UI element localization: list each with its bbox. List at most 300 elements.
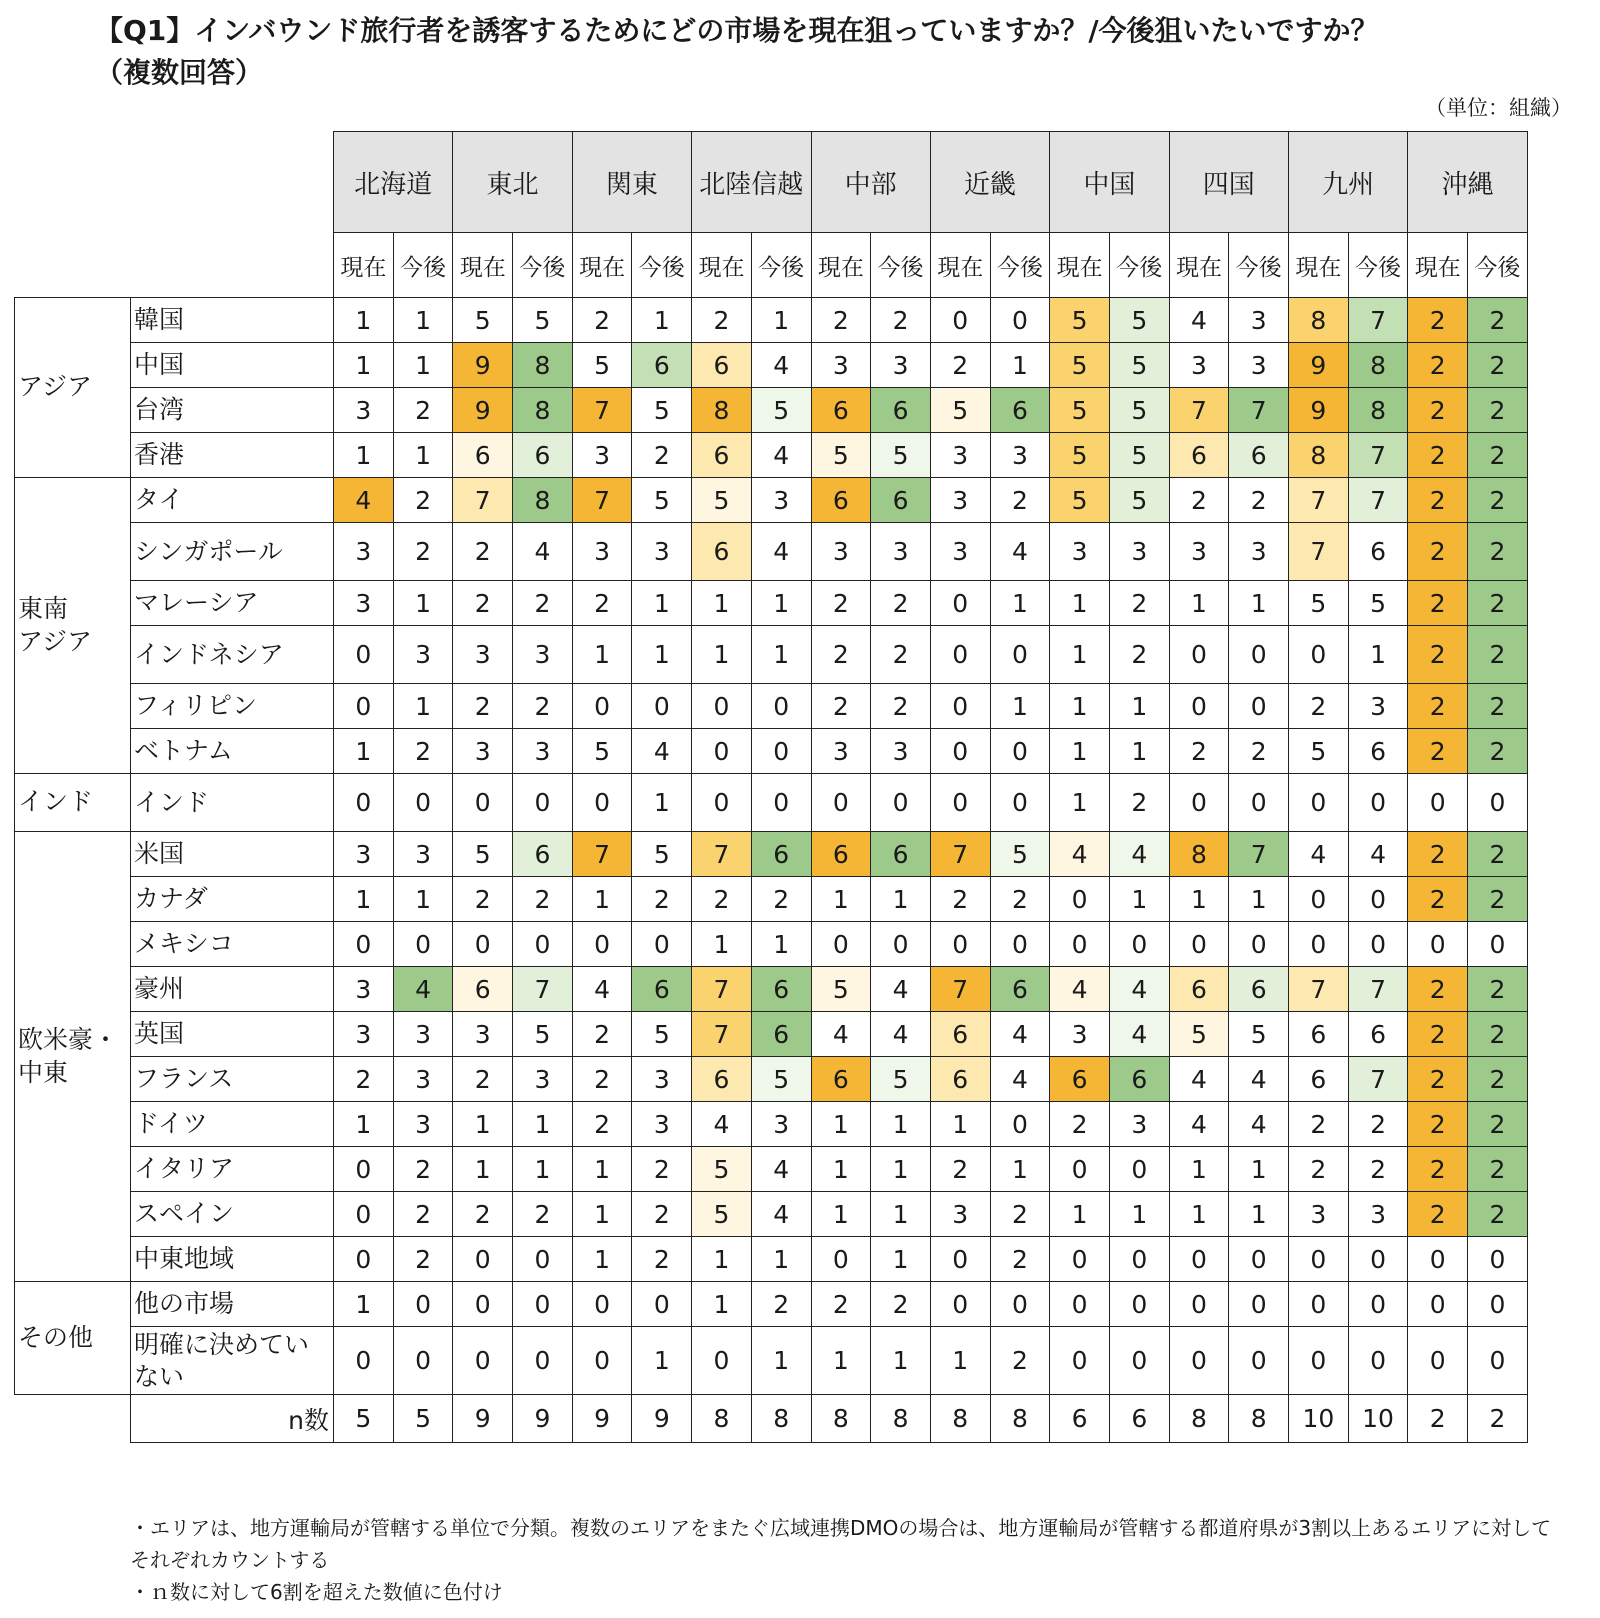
n-count-value: 10 bbox=[1289, 1395, 1349, 1443]
value-now: 4 bbox=[1169, 1057, 1229, 1102]
value-future: 2 bbox=[1468, 343, 1528, 388]
region-header: 北陸信越 bbox=[692, 132, 811, 233]
value-now: 0 bbox=[1289, 1327, 1349, 1395]
value-now: 3 bbox=[1169, 523, 1229, 581]
table-row bbox=[15, 1057, 1528, 1102]
value-now: 7 bbox=[1289, 967, 1349, 1012]
value-now: 0 bbox=[1408, 774, 1468, 832]
value-now: 1 bbox=[572, 626, 632, 684]
value-future: 6 bbox=[513, 832, 573, 877]
value-now: 1 bbox=[572, 877, 632, 922]
market-label: インド bbox=[131, 774, 334, 832]
value-future: 2 bbox=[871, 626, 931, 684]
value-future: 3 bbox=[513, 729, 573, 774]
value-now: 0 bbox=[930, 922, 990, 967]
value-future: 5 bbox=[1109, 343, 1169, 388]
n-count-value: 2 bbox=[1468, 1395, 1528, 1443]
value-future: 2 bbox=[990, 478, 1050, 523]
subheader-future: 今後 bbox=[1348, 233, 1408, 298]
value-now: 1 bbox=[811, 1102, 871, 1147]
value-now: 0 bbox=[811, 1237, 871, 1282]
value-future: 1 bbox=[990, 343, 1050, 388]
value-now: 4 bbox=[334, 478, 394, 523]
value-future: 0 bbox=[1229, 1282, 1289, 1327]
value-now: 0 bbox=[334, 1192, 394, 1237]
value-future: 0 bbox=[513, 922, 573, 967]
value-now: 1 bbox=[930, 1102, 990, 1147]
value-now: 6 bbox=[1050, 1057, 1110, 1102]
value-now: 6 bbox=[811, 388, 871, 433]
value-now: 5 bbox=[1289, 729, 1349, 774]
value-future: 0 bbox=[1229, 626, 1289, 684]
value-future: 4 bbox=[751, 433, 811, 478]
market-label: 台湾 bbox=[131, 388, 334, 433]
value-now: 1 bbox=[1169, 1147, 1229, 1192]
value-future: 0 bbox=[393, 774, 453, 832]
table-row bbox=[15, 1282, 1528, 1327]
value-now: 0 bbox=[811, 774, 871, 832]
unit-label: （単位：組織） bbox=[1425, 96, 1572, 120]
value-now: 4 bbox=[692, 1102, 752, 1147]
value-future: 2 bbox=[632, 1192, 692, 1237]
value-now: 2 bbox=[811, 298, 871, 343]
value-now: 1 bbox=[1050, 626, 1110, 684]
value-future: 0 bbox=[632, 684, 692, 729]
value-future: 1 bbox=[871, 1147, 931, 1192]
value-now: 0 bbox=[930, 626, 990, 684]
value-now: 3 bbox=[453, 1012, 513, 1057]
value-future: 4 bbox=[751, 343, 811, 388]
market-label: インドネシア bbox=[131, 626, 334, 684]
value-now: 3 bbox=[930, 1192, 990, 1237]
value-now: 6 bbox=[1169, 433, 1229, 478]
subheader-future: 今後 bbox=[990, 233, 1050, 298]
value-now: 0 bbox=[1408, 922, 1468, 967]
value-future: 4 bbox=[751, 523, 811, 581]
value-future: 2 bbox=[871, 1282, 931, 1327]
value-future: 4 bbox=[1348, 832, 1408, 877]
value-now: 6 bbox=[692, 433, 752, 478]
table-row bbox=[15, 1102, 1528, 1147]
value-future: 1 bbox=[1109, 729, 1169, 774]
value-future: 1 bbox=[871, 1102, 931, 1147]
value-now: 2 bbox=[334, 1057, 394, 1102]
value-now: 0 bbox=[1289, 1282, 1349, 1327]
subheader-future: 今後 bbox=[751, 233, 811, 298]
value-now: 2 bbox=[453, 877, 513, 922]
value-future: 0 bbox=[1229, 922, 1289, 967]
n-count-value: 6 bbox=[1109, 1395, 1169, 1443]
value-now: 0 bbox=[930, 774, 990, 832]
market-label: スペイン bbox=[131, 1192, 334, 1237]
value-now: 1 bbox=[1050, 1192, 1110, 1237]
group-label: インド bbox=[15, 774, 131, 832]
n-count-value: 6 bbox=[1050, 1395, 1110, 1443]
value-future: 4 bbox=[751, 1192, 811, 1237]
value-now: 9 bbox=[453, 388, 513, 433]
n-count-value: 8 bbox=[811, 1395, 871, 1443]
value-future: 0 bbox=[1109, 1147, 1169, 1192]
value-future: 6 bbox=[751, 967, 811, 1012]
value-now: 2 bbox=[1050, 1102, 1110, 1147]
market-table bbox=[14, 131, 1528, 1443]
value-now: 5 bbox=[930, 388, 990, 433]
value-future: 6 bbox=[751, 832, 811, 877]
value-now: 1 bbox=[334, 877, 394, 922]
value-future: 7 bbox=[1348, 478, 1408, 523]
value-now: 0 bbox=[334, 684, 394, 729]
value-now: 1 bbox=[334, 1282, 394, 1327]
value-now: 0 bbox=[453, 1282, 513, 1327]
value-future: 2 bbox=[871, 298, 931, 343]
value-future: 3 bbox=[1229, 298, 1289, 343]
table-row bbox=[15, 433, 1528, 478]
value-now: 4 bbox=[1050, 967, 1110, 1012]
subheader-now: 現在 bbox=[1408, 233, 1468, 298]
value-future: 1 bbox=[632, 298, 692, 343]
subheader-now: 現在 bbox=[811, 233, 871, 298]
value-now: 0 bbox=[1169, 1237, 1229, 1282]
value-future: 2 bbox=[871, 684, 931, 729]
value-now: 0 bbox=[572, 1327, 632, 1395]
value-future: 0 bbox=[1468, 774, 1528, 832]
value-now: 2 bbox=[1408, 832, 1468, 877]
n-count-value: 8 bbox=[1229, 1395, 1289, 1443]
value-future: 1 bbox=[990, 581, 1050, 626]
value-future: 2 bbox=[990, 1192, 1050, 1237]
value-now: 4 bbox=[572, 967, 632, 1012]
value-now: 2 bbox=[453, 581, 513, 626]
value-future: 8 bbox=[1348, 343, 1408, 388]
value-future: 0 bbox=[751, 774, 811, 832]
value-future: 2 bbox=[393, 388, 453, 433]
value-future: 0 bbox=[990, 922, 1050, 967]
value-now: 0 bbox=[1169, 684, 1229, 729]
value-future: 0 bbox=[1229, 1237, 1289, 1282]
value-future: 3 bbox=[393, 832, 453, 877]
region-header: 関東 bbox=[572, 132, 691, 233]
value-future: 2 bbox=[632, 877, 692, 922]
value-future: 2 bbox=[1109, 581, 1169, 626]
value-now: 9 bbox=[453, 343, 513, 388]
value-now: 5 bbox=[811, 433, 871, 478]
n-count-value: 8 bbox=[751, 1395, 811, 1443]
value-future: 0 bbox=[632, 1282, 692, 1327]
value-future: 6 bbox=[751, 1012, 811, 1057]
value-now: 1 bbox=[692, 626, 752, 684]
value-now: 0 bbox=[930, 581, 990, 626]
value-future: 4 bbox=[1229, 1102, 1289, 1147]
subheader-future: 今後 bbox=[632, 233, 692, 298]
value-now: 8 bbox=[1169, 832, 1229, 877]
value-future: 1 bbox=[393, 581, 453, 626]
region-header: 東北 bbox=[453, 132, 572, 233]
region-header: 近畿 bbox=[930, 132, 1049, 233]
value-now: 0 bbox=[453, 1327, 513, 1395]
market-label: シンガポール bbox=[131, 523, 334, 581]
value-future: 3 bbox=[632, 1057, 692, 1102]
value-now: 3 bbox=[334, 523, 394, 581]
value-now: 0 bbox=[453, 774, 513, 832]
value-now: 0 bbox=[572, 684, 632, 729]
value-future: 1 bbox=[990, 1147, 1050, 1192]
value-future: 4 bbox=[990, 523, 1050, 581]
value-now: 3 bbox=[453, 626, 513, 684]
region-header: 中部 bbox=[811, 132, 930, 233]
value-now: 2 bbox=[572, 1057, 632, 1102]
value-future: 1 bbox=[1229, 877, 1289, 922]
value-now: 6 bbox=[692, 523, 752, 581]
n-count-value: 8 bbox=[930, 1395, 990, 1443]
table-row bbox=[15, 581, 1528, 626]
value-future: 2 bbox=[1468, 1057, 1528, 1102]
value-now: 2 bbox=[1408, 388, 1468, 433]
value-future: 0 bbox=[990, 626, 1050, 684]
subheader-now: 現在 bbox=[1169, 233, 1229, 298]
value-future: 0 bbox=[1348, 774, 1408, 832]
market-label: 豪州 bbox=[131, 967, 334, 1012]
value-future: 0 bbox=[1468, 922, 1528, 967]
value-now: 6 bbox=[1169, 967, 1229, 1012]
value-future: 4 bbox=[513, 523, 573, 581]
value-now: 5 bbox=[692, 478, 752, 523]
n-count-value: 10 bbox=[1348, 1395, 1408, 1443]
subheader-future: 今後 bbox=[513, 233, 573, 298]
market-label: カナダ bbox=[131, 877, 334, 922]
value-now: 2 bbox=[811, 581, 871, 626]
market-label: 中国 bbox=[131, 343, 334, 388]
value-now: 4 bbox=[811, 1012, 871, 1057]
value-future: 3 bbox=[751, 478, 811, 523]
value-future: 0 bbox=[393, 1282, 453, 1327]
value-now: 1 bbox=[811, 1147, 871, 1192]
corner-blank bbox=[15, 132, 334, 233]
value-future: 1 bbox=[751, 626, 811, 684]
value-future: 0 bbox=[871, 922, 931, 967]
value-future: 6 bbox=[990, 967, 1050, 1012]
value-now: 1 bbox=[1169, 877, 1229, 922]
value-future: 5 bbox=[990, 832, 1050, 877]
value-now: 6 bbox=[811, 1057, 871, 1102]
value-future: 6 bbox=[871, 388, 931, 433]
value-now: 0 bbox=[334, 1237, 394, 1282]
region-header: 四国 bbox=[1169, 132, 1288, 233]
value-now: 7 bbox=[1289, 523, 1349, 581]
value-now: 8 bbox=[1289, 298, 1349, 343]
market-label: 米国 bbox=[131, 832, 334, 877]
value-now: 0 bbox=[692, 774, 752, 832]
value-future: 2 bbox=[1468, 478, 1528, 523]
value-now: 1 bbox=[334, 343, 394, 388]
value-now: 2 bbox=[1408, 1057, 1468, 1102]
value-future: 3 bbox=[393, 626, 453, 684]
value-future: 2 bbox=[393, 478, 453, 523]
value-future: 2 bbox=[1468, 298, 1528, 343]
value-future: 1 bbox=[393, 298, 453, 343]
value-now: 3 bbox=[453, 729, 513, 774]
value-now: 3 bbox=[334, 832, 394, 877]
value-now: 7 bbox=[930, 967, 990, 1012]
table-row bbox=[15, 684, 1528, 729]
table-row bbox=[15, 1147, 1528, 1192]
value-now: 3 bbox=[811, 729, 871, 774]
value-now: 2 bbox=[453, 1192, 513, 1237]
n-count-label: n数 bbox=[131, 1395, 334, 1443]
value-future: 1 bbox=[751, 1237, 811, 1282]
value-now: 0 bbox=[1050, 1147, 1110, 1192]
value-future: 0 bbox=[632, 922, 692, 967]
title-line-1: 【Q1】インバウンド旅行者を誘客するためにどの市場を現在狙っていますか？/今後狙いたいですか？ bbox=[95, 14, 1379, 47]
value-future: 3 bbox=[513, 626, 573, 684]
value-future: 7 bbox=[1229, 388, 1289, 433]
value-future: 6 bbox=[1348, 523, 1408, 581]
market-label: 韓国 bbox=[131, 298, 334, 343]
value-now: 3 bbox=[1050, 1012, 1110, 1057]
value-future: 1 bbox=[393, 343, 453, 388]
value-future: 7 bbox=[513, 967, 573, 1012]
value-now: 1 bbox=[692, 581, 752, 626]
value-future: 4 bbox=[1109, 832, 1169, 877]
subheader-row bbox=[15, 233, 1528, 298]
region-header-row bbox=[15, 132, 1528, 233]
value-future: 6 bbox=[513, 433, 573, 478]
value-future: 2 bbox=[393, 1147, 453, 1192]
value-now: 5 bbox=[1050, 433, 1110, 478]
value-future: 1 bbox=[513, 1147, 573, 1192]
value-now: 6 bbox=[453, 433, 513, 478]
value-future: 3 bbox=[513, 1057, 573, 1102]
value-future: 2 bbox=[1468, 967, 1528, 1012]
value-now: 2 bbox=[453, 684, 513, 729]
value-now: 3 bbox=[811, 523, 871, 581]
value-future: 5 bbox=[1109, 478, 1169, 523]
value-future: 0 bbox=[990, 729, 1050, 774]
value-now: 2 bbox=[572, 298, 632, 343]
value-now: 1 bbox=[572, 1237, 632, 1282]
value-now: 6 bbox=[1289, 1057, 1349, 1102]
value-now: 2 bbox=[1408, 967, 1468, 1012]
value-future: 1 bbox=[751, 581, 811, 626]
value-future: 2 bbox=[513, 581, 573, 626]
value-now: 5 bbox=[453, 298, 513, 343]
value-now: 3 bbox=[572, 523, 632, 581]
value-now: 2 bbox=[1408, 523, 1468, 581]
table-row bbox=[15, 523, 1528, 581]
value-future: 5 bbox=[751, 1057, 811, 1102]
value-future: 0 bbox=[1468, 1327, 1528, 1395]
value-now: 1 bbox=[930, 1327, 990, 1395]
value-future: 2 bbox=[513, 684, 573, 729]
value-now: 0 bbox=[1408, 1282, 1468, 1327]
table-row bbox=[15, 343, 1528, 388]
value-future: 4 bbox=[871, 967, 931, 1012]
value-now: 0 bbox=[1169, 1282, 1229, 1327]
region-header: 九州 bbox=[1289, 132, 1408, 233]
value-future: 2 bbox=[1348, 1147, 1408, 1192]
value-future: 3 bbox=[632, 523, 692, 581]
value-now: 4 bbox=[1289, 832, 1349, 877]
value-future: 2 bbox=[1348, 1102, 1408, 1147]
value-future: 5 bbox=[513, 1012, 573, 1057]
value-now: 0 bbox=[1169, 1327, 1229, 1395]
value-future: 8 bbox=[513, 388, 573, 433]
value-future: 3 bbox=[871, 343, 931, 388]
value-future: 0 bbox=[1348, 1327, 1408, 1395]
value-now: 1 bbox=[692, 1282, 752, 1327]
value-future: 8 bbox=[513, 343, 573, 388]
value-now: 5 bbox=[453, 832, 513, 877]
value-now: 1 bbox=[811, 877, 871, 922]
n-count-value: 9 bbox=[513, 1395, 573, 1443]
value-future: 0 bbox=[1468, 1282, 1528, 1327]
value-future: 3 bbox=[393, 1012, 453, 1057]
value-now: 0 bbox=[1169, 774, 1229, 832]
n-count-value: 5 bbox=[393, 1395, 453, 1443]
value-now: 3 bbox=[572, 433, 632, 478]
value-now: 9 bbox=[1289, 343, 1349, 388]
value-now: 2 bbox=[811, 684, 871, 729]
table-row bbox=[15, 298, 1528, 343]
value-future: 0 bbox=[990, 1282, 1050, 1327]
value-future: 4 bbox=[990, 1057, 1050, 1102]
value-future: 2 bbox=[1109, 774, 1169, 832]
value-future: 1 bbox=[751, 922, 811, 967]
value-now: 6 bbox=[692, 1057, 752, 1102]
value-future: 3 bbox=[1229, 523, 1289, 581]
value-future: 4 bbox=[990, 1012, 1050, 1057]
value-now: 3 bbox=[334, 581, 394, 626]
market-label: 中東地域 bbox=[131, 1237, 334, 1282]
value-future: 4 bbox=[393, 967, 453, 1012]
value-now: 2 bbox=[692, 877, 752, 922]
value-now: 0 bbox=[692, 1327, 752, 1395]
value-now: 1 bbox=[1050, 729, 1110, 774]
table-row bbox=[15, 1192, 1528, 1237]
value-now: 1 bbox=[572, 1192, 632, 1237]
subheader-now: 現在 bbox=[1289, 233, 1349, 298]
value-now: 2 bbox=[572, 581, 632, 626]
value-future: 3 bbox=[1348, 684, 1408, 729]
value-now: 2 bbox=[930, 343, 990, 388]
value-now: 2 bbox=[1408, 1102, 1468, 1147]
value-now: 2 bbox=[1289, 1102, 1349, 1147]
subheader-now: 現在 bbox=[692, 233, 752, 298]
value-future: 6 bbox=[1348, 729, 1408, 774]
value-now: 2 bbox=[453, 523, 513, 581]
value-future: 2 bbox=[1468, 523, 1528, 581]
value-future: 0 bbox=[1348, 877, 1408, 922]
value-now: 2 bbox=[1408, 478, 1468, 523]
value-future: 0 bbox=[1109, 1327, 1169, 1395]
value-future: 0 bbox=[393, 922, 453, 967]
value-now: 2 bbox=[1408, 343, 1468, 388]
value-now: 0 bbox=[692, 729, 752, 774]
value-now: 8 bbox=[1289, 433, 1349, 478]
value-future: 5 bbox=[632, 1012, 692, 1057]
value-future: 1 bbox=[871, 1327, 931, 1395]
value-future: 2 bbox=[632, 1237, 692, 1282]
value-future: 3 bbox=[1348, 1192, 1408, 1237]
value-future: 2 bbox=[393, 523, 453, 581]
value-future: 2 bbox=[1468, 433, 1528, 478]
value-now: 0 bbox=[1169, 626, 1229, 684]
market-label: フランス bbox=[131, 1057, 334, 1102]
value-future: 5 bbox=[1348, 581, 1408, 626]
table-row bbox=[15, 388, 1528, 433]
value-now: 0 bbox=[1050, 922, 1110, 967]
market-label: イタリア bbox=[131, 1147, 334, 1192]
value-now: 7 bbox=[572, 388, 632, 433]
